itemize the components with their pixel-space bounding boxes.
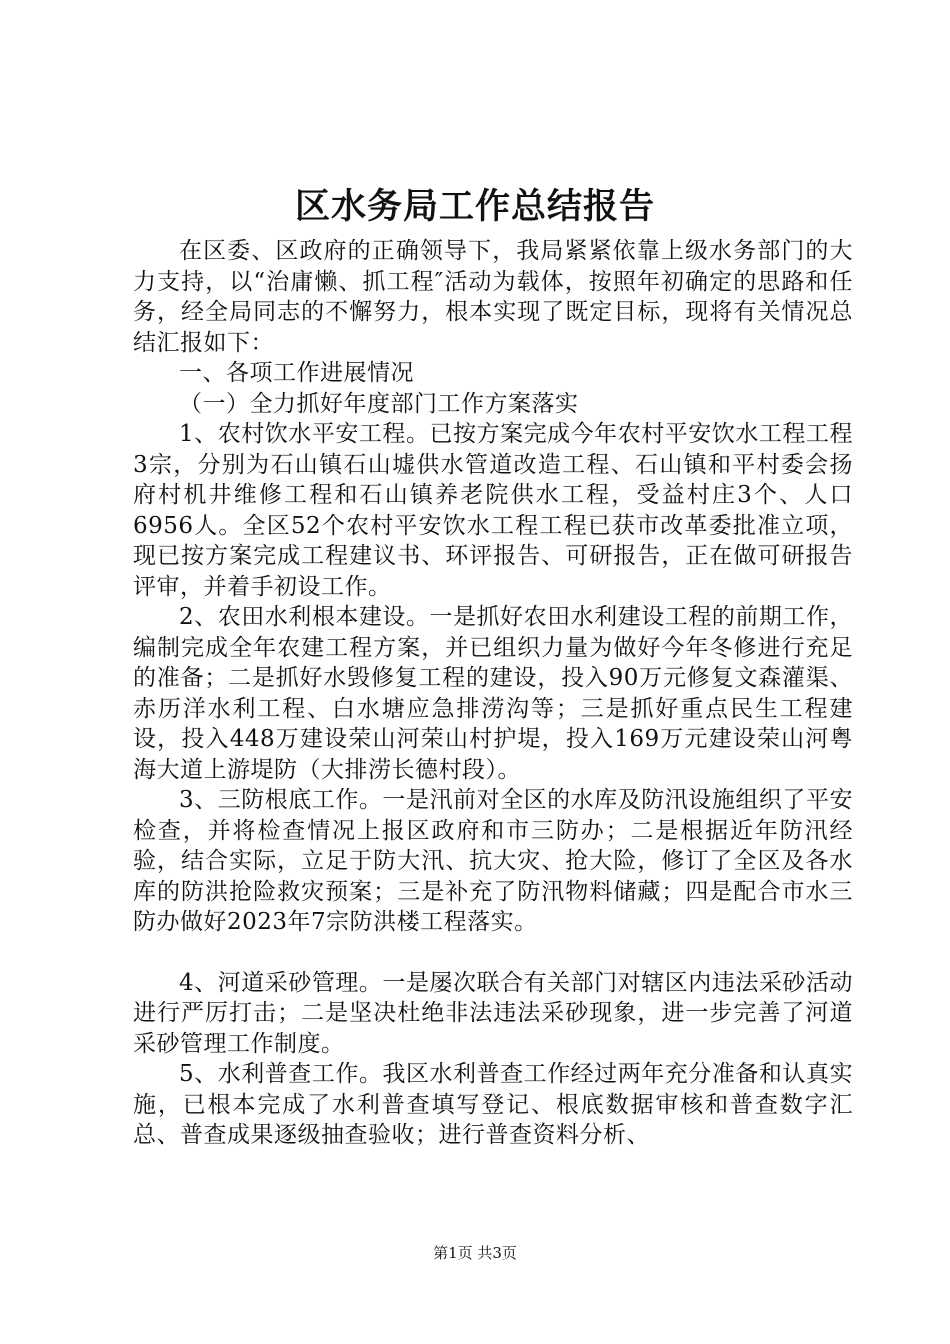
document-title: 区水务局工作总结报告 [294,186,655,227]
item-sand-mining: 4、河道采砂管理。一是屡次联合有关部门对辖区内违法采砂活动进行严厉打击；二是坚决杜绝非法违法采砂现象，进一步完善了河道采砂管理工作制度。 [133,969,853,1057]
page-number-footer: 第1页 共3页 [433,1244,517,1262]
intro-paragraph: 在区委、区政府的正确领导下，我局紧紧依靠上级水务部门的大力支持，以“治庸懒、抓工程″活动为载体，按照年初确定的思路和任务，经全局同志的不懈努力，根本实现了既定目标，现将有关情况总结汇报如下： [133,238,853,356]
item-farmland-water: 2、农田水利根本建设。一是抓好农田水利建设工程的前期工作，编制完成全年农建工程方案，并已组织力量为做好今年冬修进行充足的准备；二是抓好水毁修复工程的建设，投入90万元修复文森灌渠、赤历洋水利工程、白水塘应急排涝沟等；三是抓好重点民生工程建设，投入448万建设荣山河荣山村护堤，投入169万元建设荣山河粤海大道上游堤防（大排涝长德村段）。 [133,604,853,783]
document-body [133,236,853,1151]
item-flood-prevention: 3、三防根底工作。一是汛前对全区的水库及防汛设施组织了平安检查，并将检查情况上报区政府和市三防办；二是根据近年防汛经验，结合实际，立足于防大汛、抗大灾、抢大险，修订了全区及各水库的防洪抢险救灾预案；三是补充了防汛物料储藏；四是配合市水三防办做好2023年7宗防洪楼工程落实。 [133,787,853,935]
subsection-heading: （一）全力抓好年度部门工作方案落实 [179,390,579,417]
item-rural-water: 1、农村饮水平安工程。已按方案完成今年农村平安饮水工程工程3宗，分别为石山镇石山墟供水管道改造工程、石山镇和平村委会扬府村机井维修工程和石山镇养老院供水工程，受益村庄3个、人口6956人。全区52个农村平安饮水工程工程已获市改革委批准立项，现已按方案完成工程建议书、环评报告、可研报告，正在做可研报告评审，并着手初设工作。 [133,421,853,600]
item-water-census: 5、水利普查工作。我区水利普查工作经过两年充分准备和认真实施，已根本完成了水利普查填写登记、根底数据审核和普查数字汇总、普查成果逐级抽查验收；进行普查资料分析、 [133,1061,853,1148]
section-heading: 一、各项工作进展情况 [179,360,414,386]
